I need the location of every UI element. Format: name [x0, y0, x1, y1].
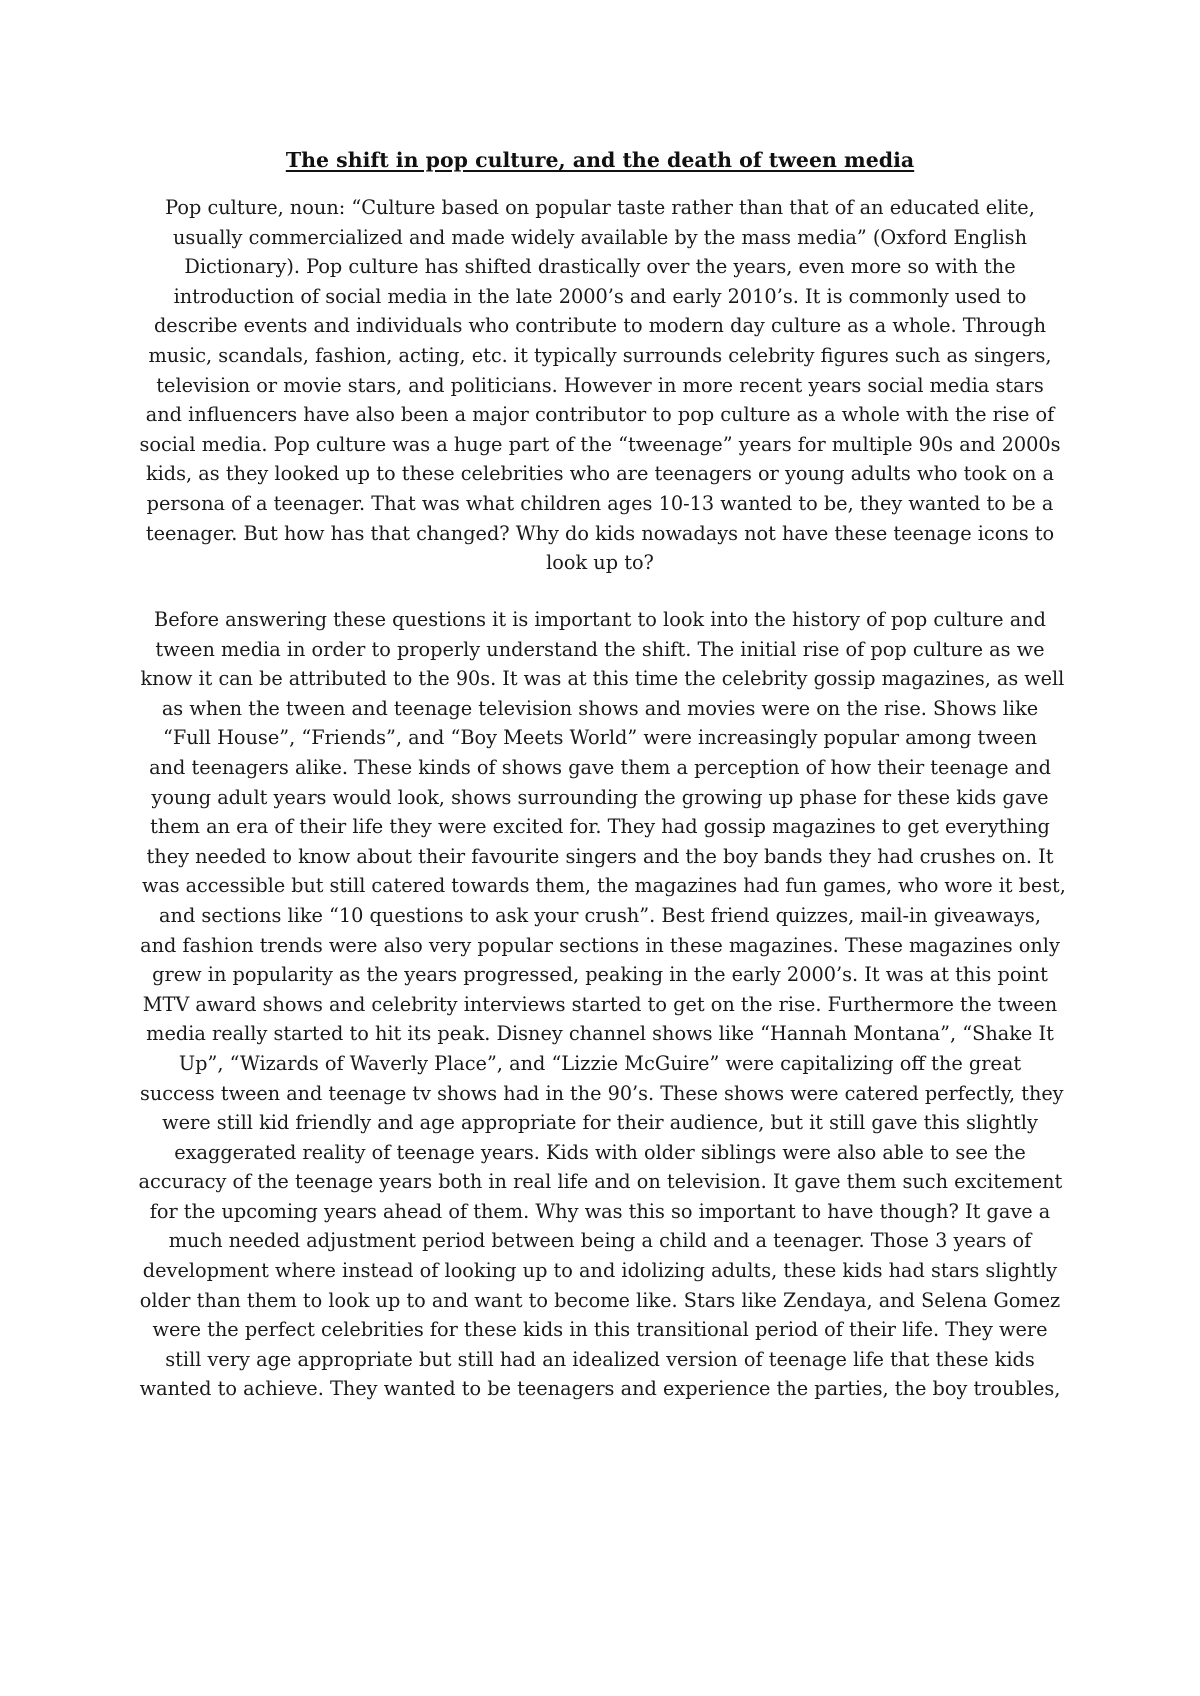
paragraph-line: MTV award shows and celebrity interviews started to get on the rise. Furthermore the tween — [142, 992, 1058, 1016]
paragraph-line: and influencers have also been a major contributor to pop culture as a whole with the rise of — [145, 403, 1055, 427]
paragraph-line: were still kid friendly and age appropriate for their audience, but it still gave this slightly — [162, 1111, 1038, 1135]
paragraph-line: them an era of their life they were excited for. They had gossip magazines to get everything — [150, 815, 1050, 839]
paragraph-line: exaggerated reality of teenage years. Kids with older siblings were also able to see the — [174, 1140, 1026, 1164]
paragraph-line: Pop culture, noun: “Culture based on popular taste rather than that of an educated elite, — [165, 196, 1035, 219]
paragraph-line: was accessible but still catered towards them, the magazines had fun games, who wore it best, — [141, 874, 1066, 898]
paragraph-line: and fashion trends were also very popular sections in these magazines. These magazines only — [140, 933, 1060, 957]
paragraph-line: describe events and individuals who contribute to modern day culture as a whole. Through — [153, 314, 1047, 338]
paragraph-line: usually commercialized and made widely available by the mass media” (Oxford English — [172, 225, 1027, 249]
paragraph-line: kids, as they looked up to these celebrities who are teenagers or young adults who took on a — [145, 462, 1055, 486]
paragraph-line: look up to? — [546, 551, 654, 575]
paragraph-line: “Full House”, “Friends”, and “Boy Meets World” were increasingly popular among tween — [162, 726, 1038, 750]
paragraph-line: and sections like “10 questions to ask your crush”. Best friend quizzes, mail-in giveaways, — [159, 903, 1041, 927]
paragraph-line: and teenagers alike. These kinds of shows gave them a perception of how their teenage and — [149, 755, 1051, 779]
document-title: The shift in pop culture, and the death of tween media — [285, 148, 915, 172]
paragraph-line: young adult years would look, shows surrounding the growing up phase for these kids gave — [151, 785, 1049, 809]
paragraph-line: wanted to achieve. They wanted to be teenagers and experience the parties, the boy troubles, — [139, 1377, 1061, 1401]
paragraph-line: Before answering these questions it is important to look into the history of pop culture and — [154, 608, 1046, 631]
paragraph-line: development where instead of looking up to and idolizing adults, these kids had stars slightly — [142, 1259, 1058, 1283]
paragraph-line: for the upcoming years ahead of them. Why was this so important to have though? It gave a — [149, 1199, 1051, 1223]
paragraph-1 — [138, 193, 1062, 578]
paragraph-line: success tween and teenage tv shows had in the 90’s. These shows were catered perfectly, they — [139, 1081, 1064, 1105]
paragraph-2 — [138, 605, 1066, 1404]
paragraph-line: television or movie stars, and politicians. However in more recent years social media stars — [156, 373, 1044, 397]
paragraph-line: music, scandals, fashion, acting, etc. it typically surrounds celebrity figures such as singers, — [148, 343, 1052, 367]
paragraph-line: as when the tween and teenage television shows and movies were on the rise. Shows like — [161, 696, 1039, 720]
paragraph-line: they needed to know about their favourite singers and the boy bands they had crushes on. It — [146, 844, 1054, 868]
paragraph-line: tween media in order to properly understand the shift. The initial rise of pop culture as we — [155, 637, 1045, 661]
paragraph-line: persona of a teenager. That was what children ages 10-13 wanted to be, they wanted to be a — [146, 491, 1054, 515]
paragraph-line: introduction of social media in the late 2000’s and early 2010’s. It is commonly used to — [173, 284, 1027, 308]
paragraph-line: still very age appropriate but still had an idealized version of teenage life that these kids — [165, 1347, 1035, 1371]
paragraph-line: accuracy of the teenage years both in real life and on television. It gave them such excitement — [138, 1170, 1063, 1194]
paragraph-line: media really started to hit its peak. Disney channel shows like “Hannah Montana”, “Shake It — [146, 1022, 1054, 1046]
paragraph-line: teenager. But how has that changed? Why do kids nowadays not have these teenage icons to — [145, 521, 1055, 545]
paragraph-line: older than them to look up to and want to become like. Stars like Zendaya, and Selena Gomez — [139, 1288, 1061, 1312]
paragraph-line: much needed adjustment period between being a child and a teenager. Those 3 years of — [168, 1229, 1032, 1253]
paragraph-line: Dictionary). Pop culture has shifted drastically over the years, even more so with the — [184, 255, 1016, 279]
paragraph-line: know it can be attributed to the 90s. It was at this time the celebrity gossip magazines, as well — [140, 667, 1065, 691]
paragraph-line: were the perfect celebrities for these kids in this transitional period of their life. They were — [152, 1318, 1048, 1342]
paragraph-line: Up”, “Wizards of Waverly Place”, and “Lizzie McGuire” were capitalizing off the great — [178, 1051, 1022, 1075]
paragraph-line: grew in popularity as the years progressed, peaking in the early 2000’s. It was at this point — [152, 963, 1048, 987]
paragraph-line: social media. Pop culture was a huge part of the “tweenage” years for multiple 90s and 2000s — [139, 432, 1061, 456]
